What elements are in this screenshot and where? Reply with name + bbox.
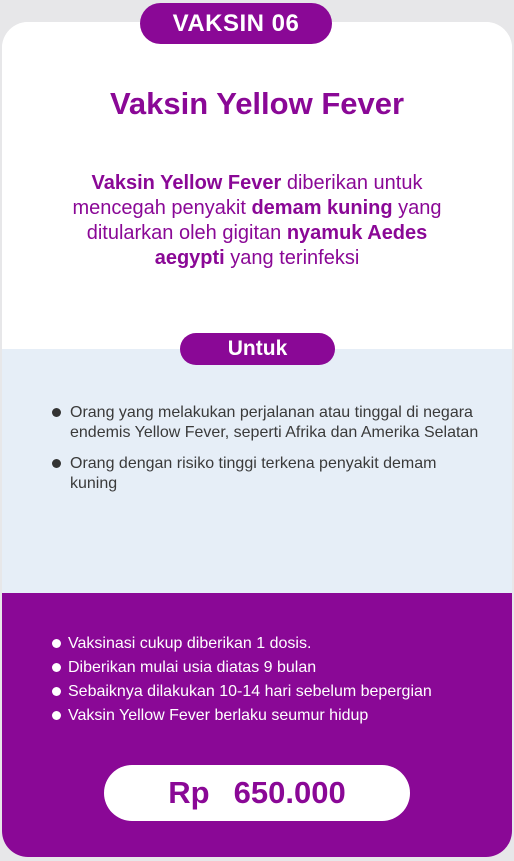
vaccine-description [60,171,454,271]
bullet-icon [52,663,61,672]
price-currency: Rp [168,775,210,810]
price-tag [104,765,410,821]
bullet-icon [52,639,61,648]
audience-list [52,403,482,505]
list-item [52,403,482,443]
bullet-icon [52,711,61,720]
list-item-text: Sebaiknya dilakukan 10-14 hari sebelum bepergian [68,683,432,700]
desc-vaccine-name: Vaksin Yellow Fever [91,172,282,194]
vaccine-number-badge: VAKSIN 06 [140,3,332,44]
untuk-label: Untuk [180,333,335,365]
bullet-icon [52,459,61,468]
list-item [52,454,482,494]
desc-disease: demam kuning [251,197,393,219]
section-notch [243,571,271,584]
list-item [52,682,502,702]
bullet-icon [52,408,61,417]
page-title: Vaksin Yellow Fever [109,86,405,121]
info-list [52,634,502,730]
desc-text: yang ditularkan oleh gigitan [86,197,442,244]
list-item-text: Diberikan mulai usia diatas 9 bulan [68,659,317,676]
bullet-icon [52,687,61,696]
list-item-text: Orang dengan risiko tinggi terkena penyakit demam kuning [70,455,437,492]
desc-text: diberikan untuk mencegah penyakit [72,172,423,219]
list-item [52,658,502,678]
desc-vector: nyamuk Aedes aegypti [154,222,428,269]
price-amount: 650.000 [233,775,346,810]
list-item-text: Orang yang melakukan perjalanan atau tinggal di negara endemis Yellow Fever, seperti Afrika dan Amerika Selatan [70,404,479,441]
list-item [52,706,502,726]
desc-text: yang terinfeksi [224,247,360,269]
list-item-text: Vaksinasi cukup diberikan 1 dosis. [68,635,312,652]
list-item-text: Vaksin Yellow Fever berlaku seumur hidup [68,707,369,724]
list-item [52,634,502,654]
